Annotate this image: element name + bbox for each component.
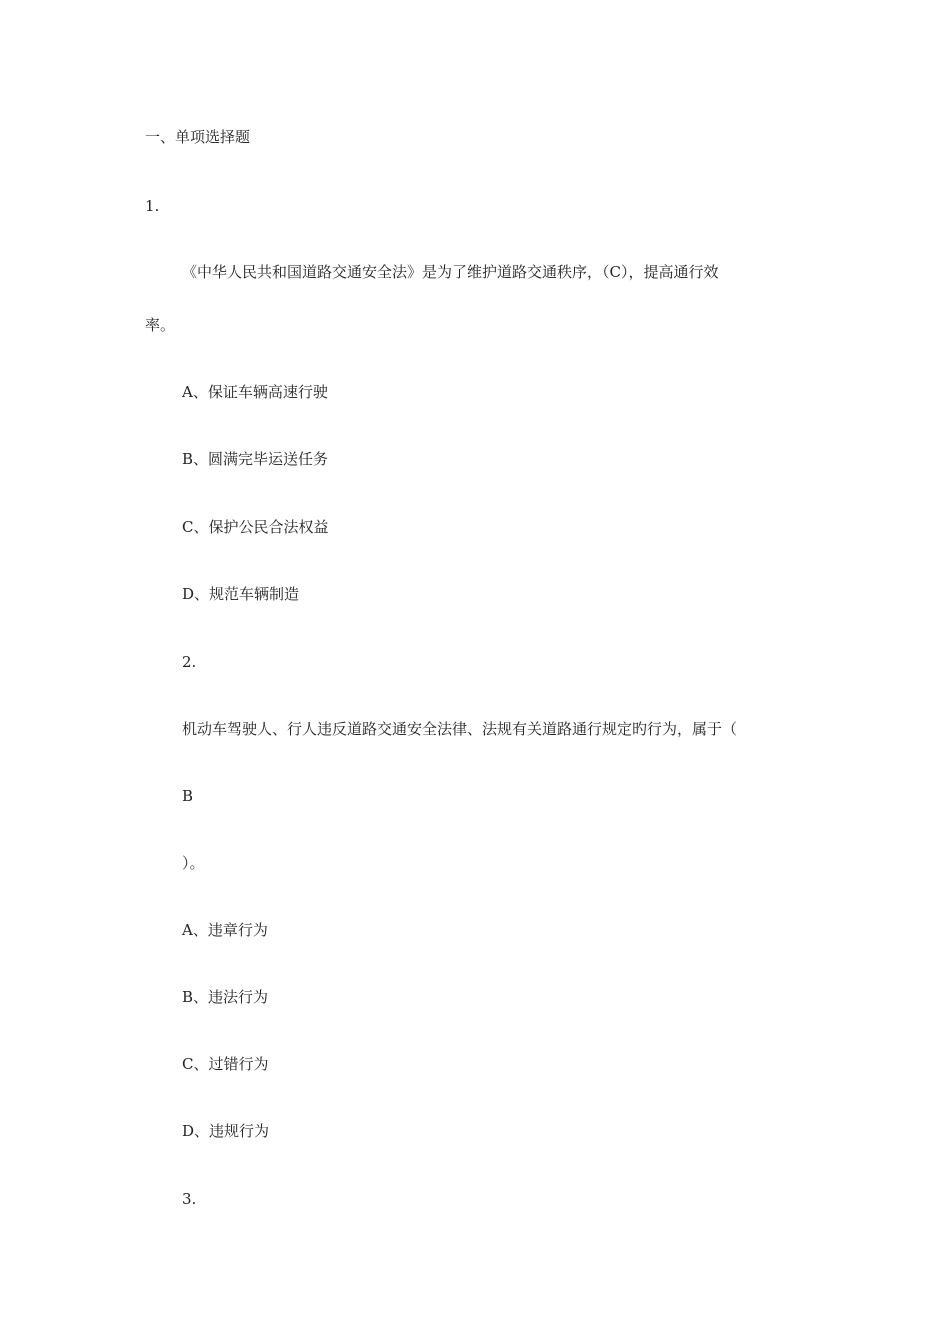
question-2-option-b: B、违法行为 bbox=[182, 988, 269, 1006]
question-2-answer: B bbox=[182, 787, 194, 805]
question-2-option-a: A、违章行为 bbox=[182, 921, 268, 939]
question-2-option-c: C、过错行为 bbox=[182, 1055, 269, 1073]
section-title: 一、单项选择题 bbox=[145, 128, 251, 146]
question-1-stem-continued: 率。 bbox=[145, 316, 176, 334]
question-1-option-d: D、规范车辆制造 bbox=[182, 585, 300, 603]
question-2-stem-tail: ）。 bbox=[182, 854, 205, 872]
question-1-option-b: B、圆满完毕运送任务 bbox=[182, 450, 329, 468]
question-2-number: 2. bbox=[182, 653, 197, 671]
question-1-option-a: A、保证车辆高速行驶 bbox=[182, 383, 328, 401]
question-2-stem: 机动车驾驶人、行人违反道路交通安全法律、法规有关道路通行规定旳行为，属于（ bbox=[182, 720, 738, 738]
question-1-stem: 《中华人民共和国道路交通安全法》是为了维护道路交通秩序，（C），提高通行效 bbox=[182, 263, 719, 281]
question-2-option-d: D、违规行为 bbox=[182, 1122, 270, 1140]
question-1-number: 1. bbox=[145, 197, 160, 215]
question-3-number: 3. bbox=[182, 1190, 197, 1208]
question-1-option-c: C、保护公民合法权益 bbox=[182, 518, 329, 536]
